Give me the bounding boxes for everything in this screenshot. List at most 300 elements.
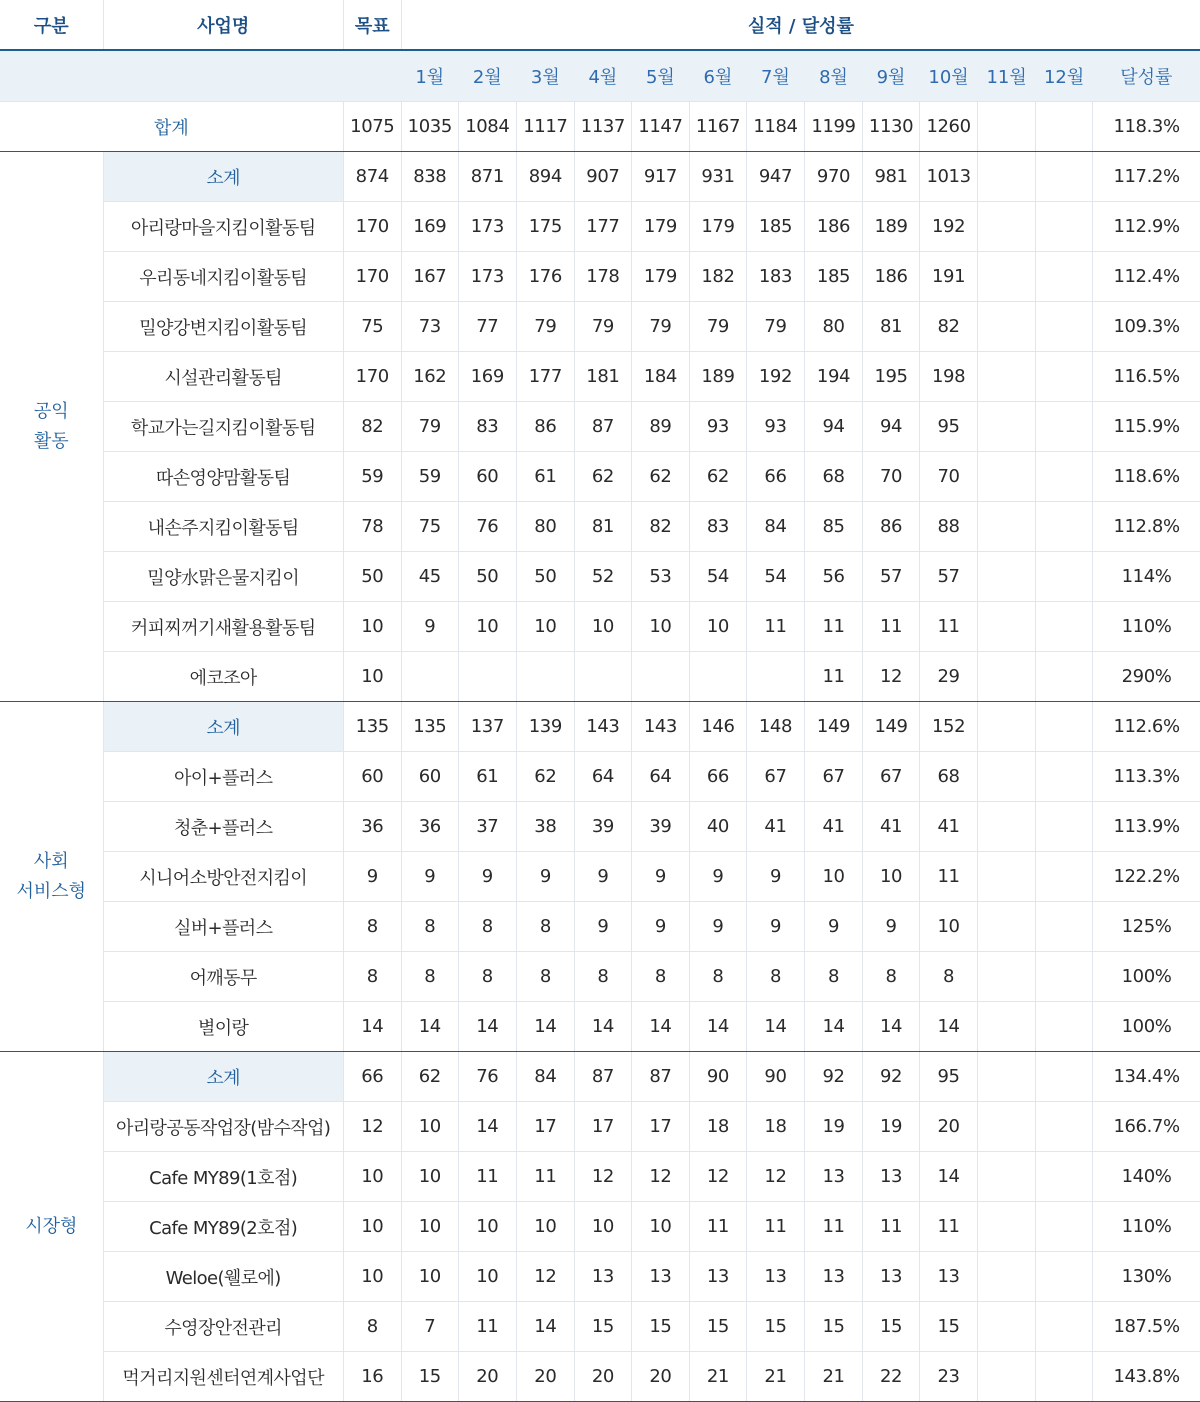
- month-header: 2월: [458, 50, 516, 102]
- month-value: 15: [804, 1302, 862, 1352]
- rate-value: 125%: [1093, 902, 1200, 952]
- header-results: 실적 / 달성률: [401, 0, 1200, 50]
- month-value: 37: [458, 802, 516, 852]
- month-value: 10: [689, 602, 746, 652]
- month-value: [978, 552, 1036, 602]
- month-header: 6월: [689, 50, 746, 102]
- table-row: [0, 852, 1200, 902]
- month-value: 179: [631, 252, 689, 302]
- month-value: 73: [401, 302, 458, 352]
- month-value: 85: [804, 502, 862, 552]
- project-name: 실버+플러스: [103, 902, 343, 952]
- month-value: 8: [574, 952, 631, 1002]
- month-value: 36: [401, 802, 458, 852]
- month-value: 13: [863, 1152, 920, 1202]
- rate-value: 112.6%: [1093, 702, 1200, 752]
- month-value: [978, 1102, 1036, 1152]
- project-name: 밀양강변지킴이활동팀: [103, 302, 343, 352]
- table-row: [0, 1152, 1200, 1202]
- month-value: [978, 1152, 1036, 1202]
- total-month-value: 1084: [458, 102, 516, 152]
- subtotal-label: 소계: [103, 152, 343, 202]
- month-value: 14: [689, 1002, 746, 1052]
- month-value: 19: [804, 1102, 862, 1152]
- month-value: [978, 952, 1036, 1002]
- month-value: 907: [574, 152, 631, 202]
- month-value: 94: [804, 402, 862, 452]
- month-value: 10: [401, 1252, 458, 1302]
- target-value: 8: [343, 902, 401, 952]
- project-name: 내손주지킴이활동팀: [103, 502, 343, 552]
- month-value: [978, 1202, 1036, 1252]
- month-value: 64: [574, 752, 631, 802]
- month-value: 15: [574, 1302, 631, 1352]
- month-value: 10: [631, 1202, 689, 1252]
- month-header: 9월: [863, 50, 920, 102]
- month-value: 9: [574, 852, 631, 902]
- month-value: 15: [401, 1352, 458, 1402]
- rate-value: 134.4%: [1093, 1052, 1200, 1102]
- rate-value: 116.5%: [1093, 352, 1200, 402]
- month-value: 10: [458, 1202, 516, 1252]
- month-value: 95: [920, 1052, 978, 1102]
- month-value: 79: [401, 402, 458, 452]
- month-value: [978, 1352, 1036, 1402]
- month-header: 1월: [401, 50, 458, 102]
- month-value: [978, 152, 1036, 202]
- month-value: 179: [631, 202, 689, 252]
- month-value: 57: [863, 552, 920, 602]
- month-value: 139: [516, 702, 574, 752]
- rate-value: 100%: [1093, 1002, 1200, 1052]
- month-value: 12: [863, 652, 920, 702]
- month-value: 20: [516, 1352, 574, 1402]
- month-value: 167: [401, 252, 458, 302]
- table-row: [0, 652, 1200, 702]
- rate-value: 117.2%: [1093, 152, 1200, 202]
- month-value: 143: [631, 702, 689, 752]
- target-value: 10: [343, 602, 401, 652]
- month-value: 186: [804, 202, 862, 252]
- month-value: 14: [631, 1002, 689, 1052]
- month-value: 8: [401, 902, 458, 952]
- target-value: 135: [343, 702, 401, 752]
- month-value: 13: [804, 1152, 862, 1202]
- month-value: 186: [863, 252, 920, 302]
- month-value: 12: [689, 1152, 746, 1202]
- month-value: [1036, 1052, 1093, 1102]
- month-value: 12: [746, 1152, 804, 1202]
- target-value: 60: [343, 752, 401, 802]
- month-value: 13: [863, 1252, 920, 1302]
- month-value: 14: [746, 1002, 804, 1052]
- month-value: 189: [863, 202, 920, 252]
- month-value: 11: [920, 852, 978, 902]
- month-value: 59: [401, 452, 458, 502]
- month-value: 11: [863, 1202, 920, 1252]
- month-value: [458, 652, 516, 702]
- month-value: 871: [458, 152, 516, 202]
- month-value: 15: [920, 1302, 978, 1352]
- month-value: 12: [516, 1252, 574, 1302]
- month-value: 149: [804, 702, 862, 752]
- month-value: 11: [804, 1202, 862, 1252]
- target-value: 50: [343, 552, 401, 602]
- month-value: 84: [516, 1052, 574, 1102]
- month-value: 10: [458, 1252, 516, 1302]
- month-value: 38: [516, 802, 574, 852]
- month-value: [1036, 252, 1093, 302]
- month-value: 177: [574, 202, 631, 252]
- month-value: 14: [458, 1102, 516, 1152]
- month-value: 10: [458, 602, 516, 652]
- month-value: [1036, 1102, 1093, 1152]
- month-value: 137: [458, 702, 516, 752]
- month-value: [1036, 402, 1093, 452]
- month-value: 50: [516, 552, 574, 602]
- month-value: 10: [804, 852, 862, 902]
- rate-value: 110%: [1093, 602, 1200, 652]
- month-value: 981: [863, 152, 920, 202]
- month-value: 11: [458, 1302, 516, 1352]
- month-value: [978, 1052, 1036, 1102]
- month-value: 10: [401, 1152, 458, 1202]
- rate-value: 122.2%: [1093, 852, 1200, 902]
- month-value: 68: [804, 452, 862, 502]
- month-value: [1036, 1302, 1093, 1352]
- month-value: 169: [401, 202, 458, 252]
- month-value: 81: [863, 302, 920, 352]
- target-value: 170: [343, 252, 401, 302]
- rate-value: 110%: [1093, 1202, 1200, 1252]
- month-value: [1036, 702, 1093, 752]
- month-value: 10: [574, 602, 631, 652]
- month-value: 152: [920, 702, 978, 752]
- month-value: 64: [631, 752, 689, 802]
- month-header: 8월: [804, 50, 862, 102]
- month-value: 54: [689, 552, 746, 602]
- target-value: 14: [343, 1002, 401, 1052]
- month-value: 67: [863, 752, 920, 802]
- month-value: 14: [804, 1002, 862, 1052]
- month-value: 13: [920, 1252, 978, 1302]
- table-row: [0, 602, 1200, 652]
- table-row: [0, 1252, 1200, 1302]
- month-value: 1013: [920, 152, 978, 202]
- month-value: 9: [574, 902, 631, 952]
- month-value: 82: [631, 502, 689, 552]
- month-value: [978, 502, 1036, 552]
- rate-value: 113.3%: [1093, 752, 1200, 802]
- month-value: [1036, 452, 1093, 502]
- month-value: 84: [746, 502, 804, 552]
- month-header: 4월: [574, 50, 631, 102]
- month-value: 149: [863, 702, 920, 752]
- month-value: 80: [804, 302, 862, 352]
- month-header: 3월: [516, 50, 574, 102]
- month-value: 9: [863, 902, 920, 952]
- month-value: 148: [746, 702, 804, 752]
- month-value: 143: [574, 702, 631, 752]
- month-value: 9: [631, 902, 689, 952]
- total-month-value: 1117: [516, 102, 574, 152]
- month-value: 8: [920, 952, 978, 1002]
- month-value: [978, 352, 1036, 402]
- month-value: 14: [863, 1002, 920, 1052]
- month-value: [1036, 1002, 1093, 1052]
- table-row: [0, 552, 1200, 602]
- target-value: 8: [343, 952, 401, 1002]
- table-row: [0, 302, 1200, 352]
- rate-value: 140%: [1093, 1152, 1200, 1202]
- rate-header: 달성률: [1093, 50, 1200, 102]
- month-value: 9: [746, 902, 804, 952]
- month-value: 12: [631, 1152, 689, 1202]
- month-value: 20: [920, 1102, 978, 1152]
- month-value: 192: [920, 202, 978, 252]
- month-value: 9: [746, 852, 804, 902]
- month-value: 87: [574, 1052, 631, 1102]
- project-name: 학교가는길지킴이활동팀: [103, 402, 343, 452]
- month-value: [978, 1252, 1036, 1302]
- month-value: 11: [458, 1152, 516, 1202]
- month-value: 76: [458, 502, 516, 552]
- month-value: 838: [401, 152, 458, 202]
- table-row: [0, 1302, 1200, 1352]
- month-value: 14: [401, 1002, 458, 1052]
- group-label: 사회 서비스형: [0, 702, 103, 1052]
- month-header: 12월: [1036, 50, 1093, 102]
- month-header: 11월: [978, 50, 1036, 102]
- month-value: 11: [689, 1202, 746, 1252]
- table-row: [0, 502, 1200, 552]
- month-value: [978, 1302, 1036, 1352]
- project-name: 별이랑: [103, 1002, 343, 1052]
- month-value: [1036, 552, 1093, 602]
- project-name: 청춘+플러스: [103, 802, 343, 852]
- month-value: 60: [458, 452, 516, 502]
- total-month-value: [1036, 102, 1093, 152]
- month-value: 173: [458, 202, 516, 252]
- month-value: 19: [863, 1102, 920, 1152]
- month-value: 10: [863, 852, 920, 902]
- target-value: 78: [343, 502, 401, 552]
- month-value: 79: [689, 302, 746, 352]
- rate-value: 115.9%: [1093, 402, 1200, 452]
- month-value: 90: [746, 1052, 804, 1102]
- month-value: 54: [746, 552, 804, 602]
- month-value: [978, 452, 1036, 502]
- month-value: [1036, 802, 1093, 852]
- target-value: 16: [343, 1352, 401, 1402]
- month-value: 10: [401, 1202, 458, 1252]
- month-value: 8: [516, 952, 574, 1002]
- month-value: 41: [746, 802, 804, 852]
- project-name: 아리랑공동작업장(밤수작업): [103, 1102, 343, 1152]
- month-value: 56: [804, 552, 862, 602]
- rate-value: 113.9%: [1093, 802, 1200, 852]
- month-value: 14: [920, 1002, 978, 1052]
- header-project: 사업명: [103, 0, 343, 50]
- month-value: 20: [574, 1352, 631, 1402]
- month-value: 189: [689, 352, 746, 402]
- rate-value: 166.7%: [1093, 1102, 1200, 1152]
- target-value: 66: [343, 1052, 401, 1102]
- month-value: 183: [746, 252, 804, 302]
- project-name: Cafe MY89(1호점): [103, 1152, 343, 1202]
- month-value: 41: [863, 802, 920, 852]
- subtotal-row: [0, 1052, 1200, 1102]
- project-name: 에코조아: [103, 652, 343, 702]
- project-name: 따손영양맘활동팀: [103, 452, 343, 502]
- table-row: [0, 252, 1200, 302]
- total-label: 합계: [0, 102, 343, 152]
- month-value: 10: [516, 1202, 574, 1252]
- month-value: 79: [746, 302, 804, 352]
- months-row: [0, 50, 1200, 102]
- table-row: [0, 952, 1200, 1002]
- month-value: 67: [746, 752, 804, 802]
- month-value: [978, 802, 1036, 852]
- month-value: 50: [458, 552, 516, 602]
- month-value: 62: [689, 452, 746, 502]
- month-value: 11: [920, 602, 978, 652]
- month-value: [1036, 1202, 1093, 1252]
- month-value: 9: [458, 852, 516, 902]
- month-value: 93: [746, 402, 804, 452]
- project-name: 밀양水맑은물지킴이: [103, 552, 343, 602]
- rate-value: 130%: [1093, 1252, 1200, 1302]
- month-value: 39: [631, 802, 689, 852]
- month-value: 8: [458, 952, 516, 1002]
- total-month-value: 1184: [746, 102, 804, 152]
- group-label: 공익 활동: [0, 152, 103, 702]
- subtotal-label: 소계: [103, 1052, 343, 1102]
- month-value: 39: [574, 802, 631, 852]
- month-value: 93: [689, 402, 746, 452]
- month-value: 894: [516, 152, 574, 202]
- project-name: 시설관리활동팀: [103, 352, 343, 402]
- total-month-value: 1199: [804, 102, 862, 152]
- table-row: [0, 402, 1200, 452]
- table-row: [0, 202, 1200, 252]
- month-value: 79: [516, 302, 574, 352]
- month-value: 83: [689, 502, 746, 552]
- table-row: [0, 1002, 1200, 1052]
- target-value: 10: [343, 1152, 401, 1202]
- month-value: 11: [516, 1152, 574, 1202]
- month-value: 8: [689, 952, 746, 1002]
- month-value: 9: [804, 902, 862, 952]
- month-value: 92: [863, 1052, 920, 1102]
- month-value: [1036, 1352, 1093, 1402]
- month-value: 83: [458, 402, 516, 452]
- rate-value: 112.9%: [1093, 202, 1200, 252]
- month-value: 23: [920, 1352, 978, 1402]
- month-value: 162: [401, 352, 458, 402]
- target-value: 10: [343, 1252, 401, 1302]
- rate-value: 100%: [1093, 952, 1200, 1002]
- month-value: 9: [401, 852, 458, 902]
- target-value: 75: [343, 302, 401, 352]
- month-value: 175: [516, 202, 574, 252]
- month-value: [401, 652, 458, 702]
- total-month-value: 1130: [863, 102, 920, 152]
- total-month-value: 1260: [920, 102, 978, 152]
- month-value: 13: [631, 1252, 689, 1302]
- month-value: [1036, 952, 1093, 1002]
- table-row: [0, 352, 1200, 402]
- month-value: [978, 752, 1036, 802]
- month-value: [1036, 852, 1093, 902]
- months-row-spacer: [0, 50, 401, 102]
- project-name: Cafe MY89(2호점): [103, 1202, 343, 1252]
- month-value: 21: [689, 1352, 746, 1402]
- month-value: 194: [804, 352, 862, 402]
- target-value: 9: [343, 852, 401, 902]
- month-value: 45: [401, 552, 458, 602]
- month-value: 87: [631, 1052, 689, 1102]
- target-value: 59: [343, 452, 401, 502]
- month-value: 146: [689, 702, 746, 752]
- month-value: 57: [920, 552, 978, 602]
- month-value: 135: [401, 702, 458, 752]
- rate-value: 112.4%: [1093, 252, 1200, 302]
- month-value: [631, 652, 689, 702]
- rate-value: 114%: [1093, 552, 1200, 602]
- month-value: [746, 652, 804, 702]
- month-value: 86: [863, 502, 920, 552]
- month-value: [1036, 202, 1093, 252]
- rate-value: 112.8%: [1093, 502, 1200, 552]
- month-value: 10: [516, 602, 574, 652]
- total-rate: 118.3%: [1093, 102, 1200, 152]
- month-value: 12: [574, 1152, 631, 1202]
- month-value: 9: [401, 602, 458, 652]
- target-value: 874: [343, 152, 401, 202]
- month-value: 9: [689, 902, 746, 952]
- header-row: [0, 0, 1200, 50]
- target-value: 10: [343, 652, 401, 702]
- month-value: 9: [631, 852, 689, 902]
- month-value: 179: [689, 202, 746, 252]
- month-value: 10: [401, 1102, 458, 1152]
- month-value: 75: [401, 502, 458, 552]
- month-value: [978, 1002, 1036, 1052]
- month-header: 10월: [920, 50, 978, 102]
- total-row: [0, 102, 1200, 152]
- month-value: 62: [401, 1052, 458, 1102]
- subtotal-label: 소계: [103, 702, 343, 752]
- month-value: 86: [516, 402, 574, 452]
- month-value: 11: [746, 602, 804, 652]
- month-value: 15: [746, 1302, 804, 1352]
- month-value: [1036, 502, 1093, 552]
- month-value: [978, 652, 1036, 702]
- month-value: 66: [746, 452, 804, 502]
- month-value: [1036, 352, 1093, 402]
- month-value: 82: [920, 302, 978, 352]
- month-value: [1036, 152, 1093, 202]
- month-value: 18: [746, 1102, 804, 1152]
- month-value: [978, 402, 1036, 452]
- month-value: 8: [458, 902, 516, 952]
- month-value: 8: [401, 952, 458, 1002]
- total-month-value: 1137: [574, 102, 631, 152]
- table-row: [0, 902, 1200, 952]
- rate-value: 118.6%: [1093, 452, 1200, 502]
- month-value: 192: [746, 352, 804, 402]
